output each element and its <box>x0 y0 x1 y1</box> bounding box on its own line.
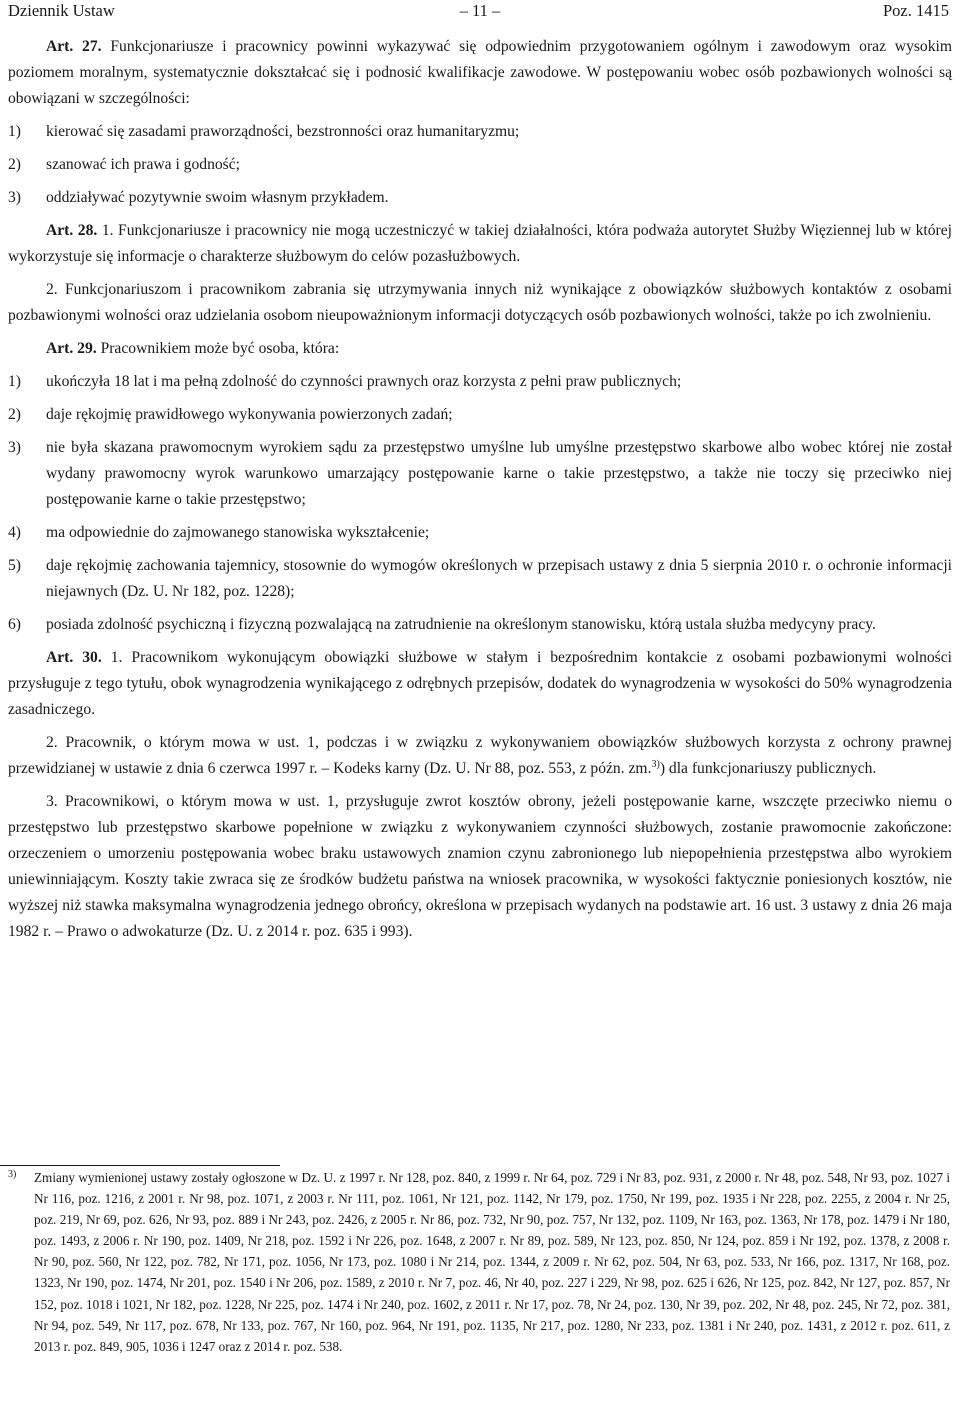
journal-title: Dziennik Ustaw <box>8 1 115 20</box>
footnote-divider <box>0 1165 280 1166</box>
list-item-text: posiada zdolność psychiczną i fizyczną pozwalającą na zatrudnienie na określonym stanowisku, którą ustala służba medycyny pracy. <box>46 616 876 633</box>
art-30-heading: Art. 30. <box>46 649 102 666</box>
list-item-text: ma odpowiednie do zajmowanego stanowiska wykształcenie; <box>46 524 430 541</box>
art-30-paragraph-1 <box>8 645 952 723</box>
list-item <box>8 612 952 638</box>
list-item <box>8 435 952 513</box>
list-item <box>8 119 952 145</box>
page-header <box>8 0 952 23</box>
list-item <box>8 185 952 211</box>
list-item <box>8 369 952 395</box>
list-item <box>8 152 952 178</box>
art-27-text: Funkcjonariusze i pracownicy powinni wykazywać się odpowiednim przygotowaniem ogólnym i zawodowym oraz wysokim poziomem moralnym, systematycznie dokształcać się i podnosić kwalifikacje zawodowe. W postępowaniu wobec osób pozbawionych wolności są obowiązani w szczególności: <box>8 38 952 107</box>
footnote <box>8 1167 950 1357</box>
list-item-number: 5) <box>8 557 21 574</box>
document-body <box>8 34 952 945</box>
list-item <box>8 553 952 605</box>
footnote-reference[interactable]: 3) <box>651 759 660 770</box>
list-item-number: 2) <box>8 156 21 173</box>
list-item <box>8 402 952 428</box>
art-28-paragraph-1 <box>8 218 952 270</box>
list-item-text: kierować się zasadami praworządności, bezstronności oraz humanitaryzmu; <box>46 123 520 140</box>
art-30-paragraph-2 <box>8 730 952 782</box>
list-item-number: 2) <box>8 406 21 423</box>
list-item-number: 3) <box>8 189 21 206</box>
list-item-text: daje rękojmię zachowania tajemnicy, stosownie do wymogów określonych w przepisach ustawy z dnia 5 sierpnia 2010 r. o ochronie informacji niejawnych (Dz. U. Nr 182, poz. 1228); <box>46 557 952 600</box>
art-28-text-1: 1. Funkcjonariusze i pracownicy nie mogą uczestniczyć w takiej działalności, która podważa autorytet Służby Więziennej lub w której wykorzystuje się informacje o charakterze służbowym do celów pozasłużbowych. <box>8 222 952 265</box>
list-item-number: 4) <box>8 524 21 541</box>
art-30-text-2a: 2. Pracownik, o którym mowa w ust. 1, podczas i w związku z wykonywaniem obowiązków służbowych korzysta z ochrony prawnej przewidzianej w ustawie z dnia 6 czerwca 1997 r. – Kodeks karny (Dz. U. Nr 88, poz. 553, z późn. zm. <box>8 734 952 777</box>
list-item-text: oddziaływać pozytywnie swoim własnym przykładem. <box>46 189 389 206</box>
art-28-paragraph-2: 2. Funkcjonariuszom i pracownikom zabrania się utrzymywania innych niż wynikające z obowiązków służbowych kontaktów z osobami pozbawionymi wolności oraz udzielania osobom nieupoważnionym informacji dotyczących osób pozbawionych wolności, także po ich zwolnieniu. <box>8 281 952 324</box>
list-item-number: 1) <box>8 373 21 390</box>
list-item <box>8 520 952 546</box>
art-29-text: Pracownikiem może być osoba, która: <box>96 340 340 357</box>
list-item-text: daje rękojmię prawidłowego wykonywania powierzonych zadań; <box>46 406 453 423</box>
page-number: – 11 – <box>459 1 501 20</box>
footnote-mark: 3) <box>8 1169 17 1180</box>
art-29-paragraph <box>8 336 952 362</box>
list-item-text: ukończyła 18 lat i ma pełną zdolność do czynności prawnych oraz korzysta z pełni praw publicznych; <box>46 373 682 390</box>
footnote-text: Zmiany wymienionej ustawy zostały ogłoszone w Dz. U. z 1997 r. Nr 128, poz. 840, z 1999 r. Nr 64, poz. 729 i Nr 83, poz. 931, z 2000 r. Nr 48, poz. 548, Nr 93, poz. 1027 i Nr 116, poz. 1216, z 2001 r. Nr 98, poz. 1071, z 2003 r. Nr 111, poz. 1061, Nr 121, poz. 1142, Nr 179, poz. 1750, Nr 199, poz. 1935 i Nr 228, poz. 2255, z 2004 r. Nr 25, poz. 219, Nr 69, poz. 626, Nr 93, poz. 889 i Nr 243, poz. 2426, z 2005 r. Nr 86, poz. 732, Nr 90, poz. 757, Nr 132, poz. 1109, Nr 163, poz. 1363, Nr 178, poz. 1479 i Nr 180, poz. 1493, z 2006 r. Nr 190, poz. 1409, Nr 218, poz. 1592 i Nr 226, poz. 1648, z 2007 r. Nr 89, poz. 589, Nr 123, poz. 850, Nr 124, poz. 859 i Nr 192, poz. 1378, z 2008 r. Nr 90, poz. 560, Nr 122, poz. 782, Nr 171, poz. 1056, Nr 173, poz. 1080 i Nr 214, poz. 1344, z 2009 r. Nr 62, poz. 504, Nr 63, poz. 533, Nr 166, poz. 1317, Nr 168, poz. 1323, Nr 190, poz. 1474, Nr 201, poz. 1540 i Nr 206, poz. 1589, z 2010 r. Nr 7, poz. 46, Nr 40, poz. 227 i 229, Nr 98, poz. 625 i 626, Nr 125, poz. 842, Nr 127, poz. 857, Nr 152, poz. 1018 i 1021, Nr 182, poz. 1228, Nr 225, poz. 1474 i Nr 240, poz. 1602, z 2011 r. Nr 17, poz. 78, Nr 24, poz. 130, Nr 39, poz. 202, Nr 48, poz. 245, Nr 72, poz. 381, Nr 94, poz. 549, Nr 117, poz. 678, Nr 133, poz. 767, Nr 160, poz. 964, Nr 191, poz. 1135, Nr 217, poz. 1280, Nr 233, poz. 1381 i Nr 240, poz. 1431, z 2012 r. poz. 611, z 2013 r. poz. 849, 905, 1036 i 1247 oraz z 2014 r. poz. 538. <box>34 1170 950 1354</box>
art-29-heading: Art. 29. <box>46 340 97 357</box>
art-30-text-2b: ) dla funkcjonariuszy publicznych. <box>659 760 877 777</box>
list-item-number: 6) <box>8 616 21 633</box>
art-27-heading: Art. 27. <box>46 38 102 55</box>
art-30-text-1: 1. Pracownikom wykonującym obowiązki służbowe w stałym i bezpośrednim kontakcie z osobami pozbawionymi wolności przysługuje z tego tytułu, obok wynagrodzenia wynikającego z odrębnych przepisów, dodatek do wynagrodzenia w wysokości do 50% wynagrodzenia zasadniczego. <box>8 649 952 718</box>
list-item-number: 1) <box>8 123 21 140</box>
art-28-heading: Art. 28. <box>46 222 98 239</box>
position-number: Poz. 1415 <box>883 1 949 20</box>
list-item-text: szanować ich prawa i godność; <box>46 156 240 173</box>
list-item-text: nie była skazana prawomocnym wyrokiem sądu za przestępstwo umyślne lub umyślne przestępstwo skarbowe albo wobec której nie został wydany prawomocny wyrok warunkowo umarzający postępowanie karne o takie przestępstwo, a także nie toczy się przeciwko niej postępowanie karne o takie przestępstwo; <box>46 439 952 508</box>
art-27-paragraph <box>8 34 952 112</box>
list-item-number: 3) <box>8 439 21 456</box>
art-30-paragraph-3: 3. Pracownikowi, o którym mowa w ust. 1, przysługuje zwrot kosztów obrony, jeżeli postępowanie karne, wszczęte przeciwko niemu o przestępstwo lub przestępstwo skarbowe popełnione w związku z wykonywaniem czynności służbowych, zostanie prawomocnie zakończone: orzeczeniem o umorzeniu postępowania wobec braku ustawowych znamion czynu zabronionego lub niepopełnienia przestępstwa albo wyrokiem uniewinniającym. Koszty takie zwraca się ze środków budżetu państwa na wniosek pracownika, w wysokości faktycznie poniesionych kosztów, nie wyższej niż stawka maksymalna wynagrodzenia jednego obrońcy, określona w przepisach wydanych na podstawie art. 16 ust. 3 ustawy z dnia 26 maja 1982 r. – Prawo o adwokaturze (Dz. U. z 2014 r. poz. 635 i 993). <box>8 793 952 940</box>
